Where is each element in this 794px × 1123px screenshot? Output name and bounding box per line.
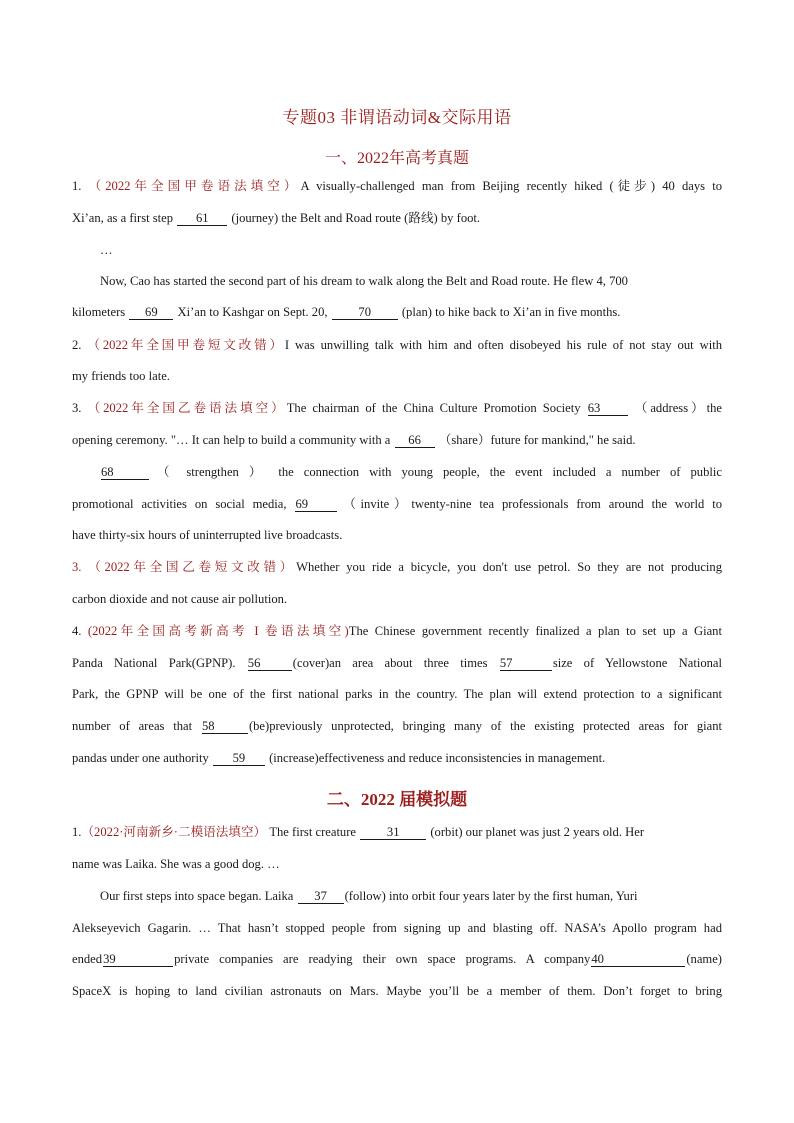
blank-31[interactable]: 31 (360, 826, 426, 840)
blank-57[interactable]: 57 (500, 657, 552, 671)
q3b-source: （2022年全国乙卷短文改错） (88, 560, 297, 574)
q3-line-2: opening ceremony. "… It can help to build a community with a 66 （share）future for mankind," he said. (72, 433, 636, 447)
blank-70[interactable]: 70 (332, 306, 398, 320)
q1-ellipsis: … (100, 243, 113, 257)
q3-line-5: have thirty-six hours of uninterrupted live broadcasts. (72, 528, 343, 542)
blank-69b[interactable]: 69 (295, 498, 337, 512)
q4-line-2: Panda National Park(GPNP). 56 (cover)an area about three times 57 size of Yellowstone National (72, 656, 722, 670)
section-heading-mock: 二、2022 届模拟题 (326, 790, 468, 809)
blank-59[interactable]: 59 (213, 752, 265, 766)
q3-line-3: 68 （ strengthen ） the connection with young people, the event included a number of public (101, 465, 722, 479)
blank-63[interactable]: 63 (588, 402, 628, 416)
section-heading-exam: 一、2022年高考真题 (324, 150, 469, 167)
q4-source: (2022年全国高考新高考 I 卷语法填空) (87, 624, 349, 638)
q4-line-4: number of areas that 58 (be)previously unprotected, bringing many of the existing protected areas for giant (72, 719, 722, 733)
m1-line-1: 1.（2022·河南新乡·二模语法填空） The first creature 31 (orbit) our planet was just 2 years old. Her (72, 825, 645, 839)
blank-66[interactable]: 66 (395, 434, 435, 448)
q3-line-1: 3. （2022年全国乙卷语法填空）The chairman of the China Culture Promotion Society 63 （address）the (72, 401, 723, 415)
blank-37[interactable]: 37 (298, 890, 344, 904)
q3-source: （2022年全国乙卷语法填空） (87, 401, 287, 415)
blank-69[interactable]: 69 (129, 306, 173, 320)
blank-39[interactable]: 39 (103, 953, 173, 967)
blank-68[interactable]: 68 (101, 466, 149, 480)
blank-61[interactable]: 61 (177, 212, 227, 226)
q2-line-2: my friends too late. (72, 369, 170, 383)
document-title: 专题03 非谓语动词&交际用语 (282, 108, 512, 127)
q4-line-3: Park, the GPNP will be one of the first national parks in the country. The plan will extend protection to a significant (72, 687, 722, 701)
q1-line-1: 1. （2022年全国甲卷语法填空）A visually-challenged man from Beijing recently hiked (徒步) 40 days to (72, 179, 723, 193)
q3b-line-2: carbon dioxide and not cause air pollution. (72, 592, 288, 606)
q1-line-3: Now, Cao has started the second part of his dream to walk along the Belt and Road route. He flew 4, 700 (100, 274, 628, 288)
q4-line-1: 4. (2022年全国高考新高考 I 卷语法填空)The Chinese government recently finalized a plan to set up a Giant (72, 624, 722, 638)
blank-56[interactable]: 56 (248, 657, 292, 671)
q3b-line-1: 3. （2022年全国乙卷短文改错）Whether you ride a bicycle, you don't use petrol. So they are not producing (72, 560, 723, 574)
q1-line-2: Xi’an, as a first step 61 (journey) the Belt and Road route (路线) by foot. (72, 211, 481, 225)
m1-line-3: Our first steps into space began. Laika 37 (follow) into orbit four years later by the first human, Yuri (100, 889, 638, 903)
q2-line-1: 2. （2022年全国甲卷短文改错）I was unwilling talk with him and often disobeyed his rule of not stay out with (72, 338, 723, 352)
q1-source: （2022年全国甲卷语法填空） (88, 179, 301, 193)
m1-line-4: Alekseyevich Gagarin. … That hasn’t stopped people from signing up and blasting off. NASA’s Apollo program had (72, 921, 722, 935)
blank-40[interactable]: 40 (591, 953, 685, 967)
blank-58[interactable]: 58 (202, 720, 248, 734)
m1-line-6: SpaceX is hoping to land civilian astronauts on Mars. Maybe you’ll be a member of them. Don’t forget to bring (72, 984, 722, 998)
q2-source: （2022年全国甲卷短文改错） (87, 338, 285, 352)
q1-line-4: kilometers 69 Xi’an to Kashgar on Sept. 20, 70 (plan) to hike back to Xi’an in five months. (72, 305, 621, 319)
m1-line-5: ended39 private companies are readying their own space programs. A company40 (name) (72, 952, 722, 966)
q4-line-5: pandas under one authority 59 (increase)effectiveness and reduce inconsistencies in management. (72, 751, 606, 765)
m1-source: （2022·河南新乡·二模语法填空） (81, 825, 267, 839)
q3-line-4: promotional activities on social media, 69 （invite）twenty-nine tea professionals from around the world to (72, 497, 722, 511)
m1-line-2: name was Laika. She was a good dog. … (72, 857, 280, 871)
